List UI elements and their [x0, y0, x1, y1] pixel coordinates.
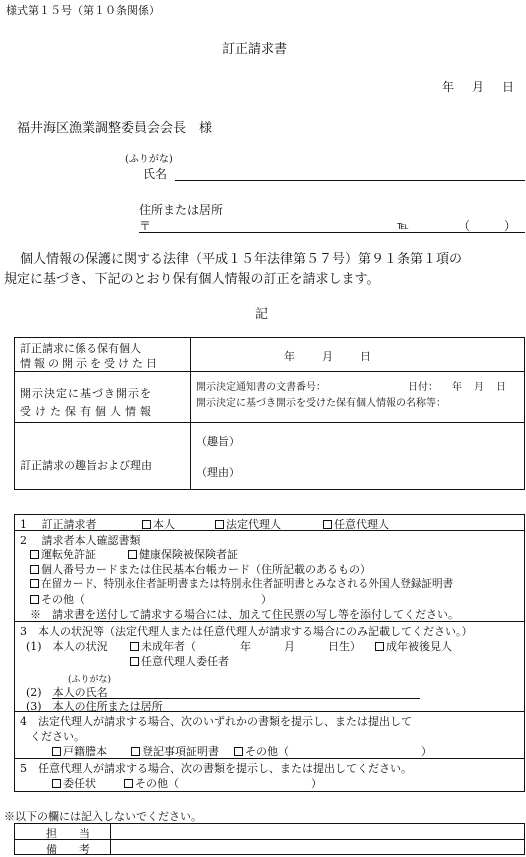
sec2-opt-other[interactable] [30, 591, 272, 607]
checkbox-icon [124, 779, 133, 788]
sec3-opt-ward[interactable] [375, 638, 452, 654]
checkbox-icon [52, 747, 61, 756]
checkbox-icon [234, 747, 243, 756]
address-field-line[interactable] [139, 232, 525, 233]
checkbox-icon [375, 642, 384, 651]
sec2-opt-license[interactable] [30, 546, 96, 562]
checkbox-icon [131, 747, 140, 756]
checkbox-icon [30, 550, 39, 559]
table-row-line-1 [14, 371, 525, 372]
sec2-opt2-text: 健康保険被保険者証 [139, 548, 238, 561]
sec1-label: 1 訂正請求者 [20, 518, 97, 531]
principal-address-line[interactable] [52, 711, 420, 712]
sec2-opt1-text: 運転免許証 [41, 548, 96, 561]
row1-month: 月 [322, 350, 333, 363]
row1-label-1 [20, 340, 184, 356]
checkbox-icon [323, 520, 332, 529]
ki-heading: 記 [255, 307, 269, 322]
furigana-label: (ふりがな) [125, 154, 173, 165]
sec3-opt2-text: 成年被後見人 [386, 640, 452, 653]
sec2-opt-residence-card[interactable] [30, 576, 453, 591]
tel-mark: ℡ [397, 219, 409, 232]
row3-purpose: （趣旨） [196, 435, 240, 448]
row1-label-2: 情報の開示を受けた日 [20, 357, 160, 370]
sec2-opt3-text: 個人番号カードまたは住民基本台帳カード（住所記載のあるもの） [41, 563, 371, 576]
row2-year: 年 [452, 382, 462, 393]
checkbox-icon [30, 595, 39, 604]
sec5-line1: 5 任意代理人が請求する場合、次の書類を提示し、または提出してください。 [20, 762, 412, 775]
checkbox-icon [130, 642, 139, 651]
sec3-opt-minor[interactable] [130, 638, 361, 654]
row3-reason: （理由） [196, 466, 240, 479]
row3-label: 訂正請求の趣旨および理由 [20, 459, 152, 472]
row2-day: 日 [496, 382, 506, 393]
sec4-line1: 4 法定代理人が請求する場合、次のいずれかの書類を提示し、または提出して [20, 715, 412, 728]
checkbox-icon [52, 779, 61, 788]
sec2-opt5-text: その他（ ） [41, 593, 272, 606]
sec1-opt-legal-agent[interactable] [215, 516, 281, 532]
sec1-opt-voluntary-agent[interactable] [323, 516, 389, 532]
sec5-opt-other[interactable] [124, 775, 322, 791]
intro-line-1: 個人情報の保護に関する法律（平成１５年法律第５７号）第９１条第１項の [20, 252, 463, 267]
sec3-item2: (2) 本人の氏名 [26, 686, 108, 699]
name-field-line[interactable] [175, 180, 525, 181]
sec2-note: ※ 請求書を送付して請求する場合には、加えて住民票の写し等を添付してください。 [30, 608, 459, 621]
row2-label-2: 受けた保有個人情報 [20, 405, 155, 418]
footer-row-staff: 担 当 [46, 827, 90, 840]
form-number: 様式第１５号（第１０条関係） [6, 4, 160, 17]
row2-date-label: 日付： [408, 382, 438, 393]
address-label: 住所または居所 [139, 203, 224, 217]
sec5-opt-proxy[interactable] [52, 775, 96, 791]
sec1-opt3-text: 任意代理人 [334, 518, 389, 531]
sec3-item3: (3) 本人の住所または居所 [26, 700, 163, 713]
sec4-opt-registry[interactable] [131, 743, 219, 759]
table-divider [190, 337, 191, 490]
checkbox-icon [142, 520, 151, 529]
sec2-label: 2 請求者本人確認書類 [20, 534, 141, 547]
date-year: 年 [442, 80, 455, 94]
row2-doc-no: 開示決定通知書の文書番号： [196, 382, 326, 393]
footer-note: ※以下の欄には記入しないでください。 [4, 810, 202, 823]
date-day: 日 [502, 80, 515, 94]
sec1-opt1-text: 本人 [153, 518, 175, 531]
sec1-opt-principal[interactable] [142, 516, 175, 532]
row2-month: 月 [474, 382, 484, 393]
sec4-opt3-text: その他（ ） [245, 745, 432, 758]
addressee: 福井海区漁業調整委員会会長 様 [17, 121, 213, 136]
sec4-line2: ください。 [30, 730, 85, 743]
page-title: 訂正請求書 [222, 42, 288, 57]
tel-paren-open: （ [458, 219, 471, 233]
postal-mark: 〒 [139, 219, 152, 233]
sec4-opt1-text: 戸籍謄本 [63, 745, 107, 758]
checkbox-icon [30, 579, 39, 588]
row1-day: 日 [360, 350, 371, 363]
table-row-line-2 [14, 422, 525, 423]
sec4-opt-koseki[interactable] [52, 743, 107, 759]
sec2-opt-insurance[interactable] [128, 546, 238, 562]
sec4-opt2-text: 登記事項証明書 [142, 745, 219, 758]
sec5-opt1-text: 委任状 [63, 777, 96, 790]
intro-line-2: 規定に基づき、下記のとおり保有個人情報の訂正を請求します。 [4, 272, 380, 287]
checkbox-icon [128, 550, 137, 559]
checkbox-icon [130, 657, 139, 666]
sec2-opt-mynumber[interactable] [30, 561, 371, 577]
sec5-opt2-text: その他（ ） [135, 777, 322, 790]
sec3-furigana: (ふりがな) [68, 675, 112, 685]
footer-row-remarks: 備 考 [46, 843, 90, 856]
row1-year: 年 [284, 350, 295, 363]
sec3-label: 3 本人の状況等（法定代理人または任意代理人が請求する場合にのみ記載してください。） [20, 625, 473, 638]
sec3-opt1-text: 未成年者（ 年 月 日生） [141, 640, 361, 653]
checkbox-icon [215, 520, 224, 529]
tel-paren-close: ） [504, 219, 517, 233]
sec2-opt4-text: 在留カード、特別永住者証明書または特別永住者証明書とみなされる外国人登録証明書 [41, 578, 454, 590]
sec3-opt-delegator[interactable] [130, 653, 229, 669]
sec1-opt2-text: 法定代理人 [226, 518, 281, 531]
office-row-line [14, 839, 525, 840]
date-month: 月 [472, 80, 485, 94]
sec3-item1-label: (1) 本人の状況 [26, 640, 108, 653]
checkbox-icon [30, 565, 39, 574]
row2-info-name: 開示決定に基づき開示を受けた保有個人情報の名称等： [196, 398, 446, 409]
sec4-opt-other[interactable] [234, 743, 432, 759]
name-label: 氏名 [143, 167, 168, 181]
row2-label-1: 開示決定に基づき開示を [20, 387, 152, 400]
row1-label-1-text: 訂正請求に係る保有個人 [20, 342, 141, 355]
sec3-opt3-text: 任意代理人委任者 [141, 655, 229, 668]
